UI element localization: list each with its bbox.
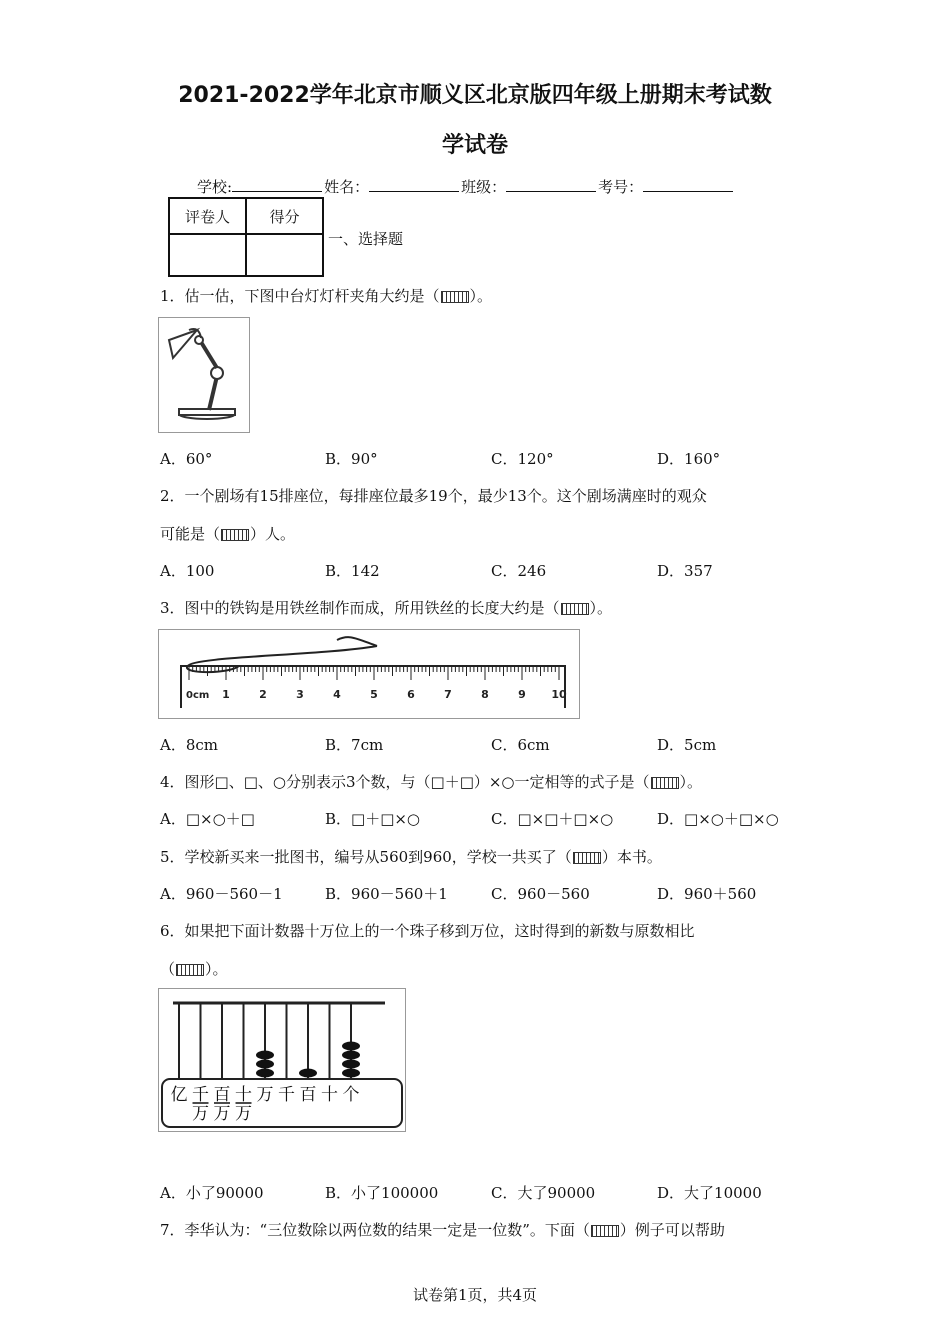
- abacus-bead: [342, 1069, 360, 1078]
- question-6: 6．如果把下面计数器十万位上的一个珠子移到万位，这时得到的新数与原数相比: [160, 922, 695, 940]
- class-field[interactable]: [506, 177, 596, 192]
- q2-option-a[interactable]: A．100: [160, 562, 215, 580]
- question-6-line2: [160, 958, 228, 979]
- ruler-figure: [158, 629, 580, 719]
- q1-option-b[interactable]: B．90°: [325, 450, 378, 468]
- school-field[interactable]: [232, 177, 322, 192]
- question-3-text: 3．图中的铁钩是用铁丝制作而成，所用铁丝的长度大约是（: [160, 599, 560, 617]
- question-2-text2-end: ）人。: [250, 525, 296, 543]
- ruler-tick-label: 7: [444, 688, 452, 701]
- abacus-place-labels-bottom: [192, 1103, 252, 1124]
- ruler-tick-label: 10: [551, 688, 567, 701]
- ruler-tick-label: 3: [296, 688, 304, 701]
- abacus-bead: [342, 1060, 360, 1069]
- abacus-bead: [256, 1051, 274, 1060]
- info-line: [197, 176, 735, 197]
- abacus-bead: [299, 1069, 317, 1078]
- abacus-place-labels: [171, 1085, 360, 1105]
- answer-blank-icon: [221, 529, 249, 541]
- question-7-text-end: ）例子可以帮助: [619, 1221, 725, 1239]
- abacus-icon: [159, 989, 405, 1131]
- class-label: 班级：: [461, 178, 507, 196]
- number-field[interactable]: [643, 177, 733, 192]
- abacus-place-label: 千: [278, 1085, 295, 1105]
- q6-option-a[interactable]: A．小了90000: [160, 1184, 264, 1202]
- q1-option-d[interactable]: D．160°: [657, 450, 721, 468]
- score-header: 得分: [246, 198, 323, 234]
- question-5: [160, 846, 662, 867]
- question-1-text: 1．估一估，下图中台灯灯杆夹角大约是（: [160, 287, 440, 305]
- question-7: [160, 1219, 725, 1240]
- reviewer-cell[interactable]: [169, 234, 246, 276]
- q6-option-b[interactable]: B．小了100000: [325, 1184, 439, 1202]
- ruler-unit-label: 0cm: [186, 690, 210, 701]
- q4-option-c[interactable]: C．□×□＋□×○: [491, 810, 614, 828]
- abacus-bead: [342, 1051, 360, 1060]
- question-3: [160, 597, 612, 618]
- q3-option-b[interactable]: B．7cm: [325, 736, 384, 754]
- page-title-line2: 学试卷: [441, 133, 508, 158]
- ruler-tick-label: 6: [407, 688, 415, 701]
- page-title-line1: 2021-2022学年北京市顺义区北京版四年级上册期末考试数: [178, 83, 772, 108]
- ruler-tick-label: 5: [370, 688, 378, 701]
- q4-option-a[interactable]: A．□×○＋□: [160, 810, 255, 828]
- page-footer: 试卷第1页，共4页: [412, 1286, 538, 1304]
- question-2: 2．一个剧场有15排座位，每排座位最多19个，最少13个。这个剧场满座时的观众: [160, 487, 707, 505]
- ruler-tick-label: 4: [333, 688, 341, 701]
- question-7-text: 7．李华认为：“三位数除以两位数的结果一定是一位数”。下面（: [160, 1221, 590, 1239]
- school-label: 学校:: [197, 178, 233, 196]
- abacus-figure: [158, 988, 406, 1132]
- question-6-text2-end: ）。: [205, 960, 228, 978]
- q4-option-d[interactable]: D．□×○＋□×○: [657, 810, 779, 828]
- q2-option-b[interactable]: B．142: [325, 562, 380, 580]
- ruler-tick-label: 9: [518, 688, 526, 701]
- q4-option-b[interactable]: B．□＋□×○: [325, 810, 421, 828]
- q2-option-c[interactable]: C．246: [491, 562, 547, 580]
- question-5-text: 5．学校新买来一批图书，编号从560到960，学校一共买了（: [160, 848, 572, 866]
- section-title: 一、选择题: [328, 230, 404, 248]
- q6-option-c[interactable]: C．大了90000: [491, 1184, 596, 1202]
- answer-blank-icon: [591, 1225, 619, 1237]
- abacus-bead: [256, 1069, 274, 1078]
- abacus-place-label: 万: [256, 1085, 274, 1105]
- question-3-text-end: ）。: [589, 599, 613, 617]
- q3-option-a[interactable]: A．8cm: [160, 736, 219, 754]
- q5-option-a[interactable]: A．960－560－1: [160, 885, 283, 903]
- desk-lamp-figure: [158, 317, 250, 433]
- answer-blank-icon: [651, 777, 679, 789]
- ruler-tick-label: 8: [481, 688, 489, 701]
- question-1-text-end: ）。: [469, 287, 493, 305]
- ruler-hook-icon: [159, 630, 579, 718]
- abacus-place-label-bottom: 万: [213, 1104, 231, 1124]
- question-1: [160, 285, 492, 306]
- q6-option-d[interactable]: D．大了10000: [657, 1184, 762, 1202]
- q2-option-d[interactable]: D．357: [657, 562, 713, 580]
- q5-option-b[interactable]: B．960－560＋1: [325, 885, 448, 903]
- q5-option-d[interactable]: D．960＋560: [657, 885, 757, 903]
- question-5-text-end: ）本书。: [601, 848, 662, 866]
- answer-blank-icon: [561, 603, 589, 615]
- abacus-place-label: 十: [235, 1085, 252, 1105]
- ruler-labels: [222, 688, 567, 701]
- q5-option-c[interactable]: C．960－560: [491, 885, 590, 903]
- q1-option-c[interactable]: C．120°: [491, 450, 554, 468]
- abacus-place-label-bottom: 万: [192, 1104, 209, 1124]
- abacus-place-label: 十: [321, 1085, 338, 1105]
- abacus-place-label: 个: [342, 1085, 360, 1105]
- abacus-place-label: 千: [192, 1085, 209, 1105]
- q1-option-a[interactable]: A．60°: [160, 450, 213, 468]
- abacus-bead: [256, 1060, 274, 1069]
- name-label: 姓名：: [324, 178, 370, 196]
- answer-blank-icon: [441, 291, 469, 303]
- answer-blank-icon: [176, 964, 204, 976]
- abacus-place-label: 百: [213, 1085, 231, 1105]
- abacus-place-label: 百: [299, 1085, 317, 1105]
- question-4-text-end: ）。: [679, 773, 703, 791]
- question-2-text2: 可能是（: [160, 525, 221, 543]
- number-label: 考号：: [598, 178, 644, 196]
- ruler-ticks: [189, 666, 559, 680]
- answer-blank-icon: [573, 852, 601, 864]
- ruler-tick-label: 2: [259, 688, 267, 701]
- desk-lamp-icon: [159, 318, 249, 432]
- q3-option-d[interactable]: D．5cm: [657, 736, 717, 754]
- reviewer-header: 评卷人: [169, 198, 246, 234]
- abacus-bead: [342, 1042, 360, 1051]
- abacus-place-label: 亿: [170, 1085, 188, 1105]
- ruler-tick-label: 1: [222, 688, 230, 701]
- score-cell[interactable]: [246, 234, 323, 276]
- question-6-text2: （: [160, 960, 176, 978]
- abacus-place-label-bottom: 万: [235, 1104, 252, 1124]
- question-4: [160, 771, 702, 792]
- question-4-text: 4．图形□、□、○分别表示3个数，与（□＋□）×○一定相等的式子是（: [160, 773, 650, 791]
- q3-option-c[interactable]: C．6cm: [491, 736, 550, 754]
- question-2-line2: [160, 523, 295, 544]
- name-field[interactable]: [369, 177, 459, 192]
- grade-table: [168, 197, 324, 277]
